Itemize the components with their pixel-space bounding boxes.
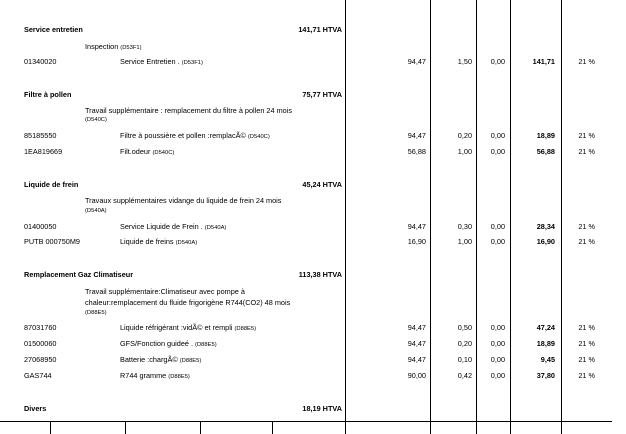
row-unit-price: 16,90 [407,237,426,246]
bottom-tick [125,422,126,434]
section-total: 113,38 HTVA [298,270,342,279]
desc-text: Filtre à poussière et pollen :remplacÃ© [120,131,246,140]
row-vat: 21 % [578,237,595,246]
section-note [85,42,142,53]
row-desc [120,147,174,158]
desc-text: GFS/Fonction guideé . [120,339,194,348]
row-unit-price: 94,47 [407,222,426,231]
row-quantity: 0,42 [457,371,472,380]
row-unit-price: 56,88 [407,147,426,156]
row-unit-price: 94,47 [407,57,426,66]
row-vat: 21 % [578,57,595,66]
column-rule [345,0,346,422]
row-ref: 27068950 [24,355,57,364]
row-total: 37,80 [536,371,555,380]
section-note: Travail supplémentaire:Climatiseur avec pompe à [85,287,245,296]
section-title: Liquide de frein [24,180,79,189]
bottom-tick [50,422,51,434]
desc-code: (D540A) [175,240,198,246]
row-ref: PUTB 000750M9 [24,237,80,246]
row-unit-price: 94,47 [407,355,426,364]
row-desc [120,323,256,334]
desc-text: Batterie :chargÃ© [120,355,178,364]
row-discount: 0,00 [490,147,505,156]
row-vat: 21 % [578,355,595,364]
section-total: 18,19 HTVA [302,404,342,413]
row-total: 9,45 [540,355,555,364]
bottom-tick [510,422,511,434]
row-desc [120,237,197,248]
row-discount: 0,00 [490,323,505,332]
note-text: Inspection [85,42,119,51]
bottom-tick [200,422,201,434]
section-title: Remplacement Gaz Climatiseur [24,270,134,279]
desc-text: Service Entretien . [120,57,180,66]
row-vat: 21 % [578,131,595,140]
row-desc [120,371,190,382]
row-total: 28,34 [536,222,555,231]
row-unit-price: 94,47 [407,323,426,332]
row-discount: 0,00 [490,57,505,66]
desc-text: Liquide réfrigérant :vidÃ© et rempli [120,323,233,332]
row-ref: 85185550 [24,131,57,140]
bottom-tick [272,422,273,434]
section-note-code: (D88E5) [85,310,107,316]
desc-code: (D88E5) [234,326,257,332]
note-code: (D53F1) [120,45,142,51]
row-total: 16,90 [536,237,555,246]
row-unit-price: 94,47 [407,339,426,348]
row-quantity: 1,00 [457,147,472,156]
row-ref: 01340020 [24,57,57,66]
desc-text: Filt.odeur [120,147,151,156]
section-total: 75,77 HTVA [302,90,342,99]
row-ref: GAS744 [24,371,52,380]
desc-text: R744 gramme [120,371,167,380]
section-note: Travail supplémentaire : remplacement du filtre à pollen 24 mois [85,106,292,115]
section-note: Travaux supplémentaires vidange du liquide de frein 24 mois [85,196,282,205]
row-discount: 0,00 [490,237,505,246]
row-total: 141,71 [532,57,555,66]
row-desc [120,355,201,366]
bottom-tick [345,422,346,434]
row-total: 47,24 [536,323,555,332]
row-vat: 21 % [578,339,595,348]
section-total: 45,24 HTVA [302,180,342,189]
row-discount: 0,00 [490,339,505,348]
row-quantity: 0,20 [457,339,472,348]
bottom-tick [430,422,431,434]
row-ref: 01500060 [24,339,57,348]
row-total: 18,89 [536,131,555,140]
row-ref: 01400050 [24,222,57,231]
section-note-code: (D540C) [85,117,107,123]
row-discount: 0,00 [490,131,505,140]
row-quantity: 0,20 [457,131,472,140]
section-total: 141,71 HTVA [298,25,342,34]
row-desc [120,222,226,233]
section-title: Divers [24,404,47,413]
row-discount: 0,00 [490,222,505,231]
row-desc [120,57,203,68]
section-title: Filtre à pollen [24,90,72,99]
row-quantity: 0,50 [457,323,472,332]
row-desc [120,339,217,350]
column-rule [561,0,562,422]
desc-code: (D540C) [152,150,175,156]
row-desc [120,131,270,142]
section-note-code: (D540A) [85,208,107,214]
row-quantity: 0,10 [457,355,472,364]
row-discount: 0,00 [490,355,505,364]
row-unit-price: 94,47 [407,131,426,140]
column-rule [430,0,431,422]
desc-code: (D540A) [204,225,227,231]
section-note: chaleur:remplacement du fluide frigorigène R744(CO2) 48 mois [85,298,291,307]
bottom-rule [0,421,612,422]
desc-code: (D53F1) [181,60,203,66]
row-total: 56,88 [536,147,555,156]
section-title: Service entretien [24,25,83,34]
row-vat: 21 % [578,222,595,231]
desc-code: (D88E5) [179,358,202,364]
bottom-tick [476,422,477,434]
desc-text: Liquide de freins [120,237,174,246]
row-total: 18,89 [536,339,555,348]
row-ref: 1EA819669 [24,147,63,156]
row-vat: 21 % [578,371,595,380]
column-rule [476,0,477,422]
row-ref: 87031760 [24,323,57,332]
column-rule [510,0,511,422]
row-vat: 21 % [578,147,595,156]
row-quantity: 1,00 [457,237,472,246]
bottom-tick [561,422,562,434]
row-quantity: 1,50 [457,57,472,66]
desc-code: (D88E5) [195,342,217,348]
row-quantity: 0,30 [457,222,472,231]
row-unit-price: 90,00 [407,371,426,380]
desc-text: Service Liquide de Frein . [120,222,203,231]
desc-code: (D540C) [247,134,270,140]
desc-code: (D88E5) [168,374,190,380]
row-vat: 21 % [578,323,595,332]
row-discount: 0,00 [490,371,505,380]
